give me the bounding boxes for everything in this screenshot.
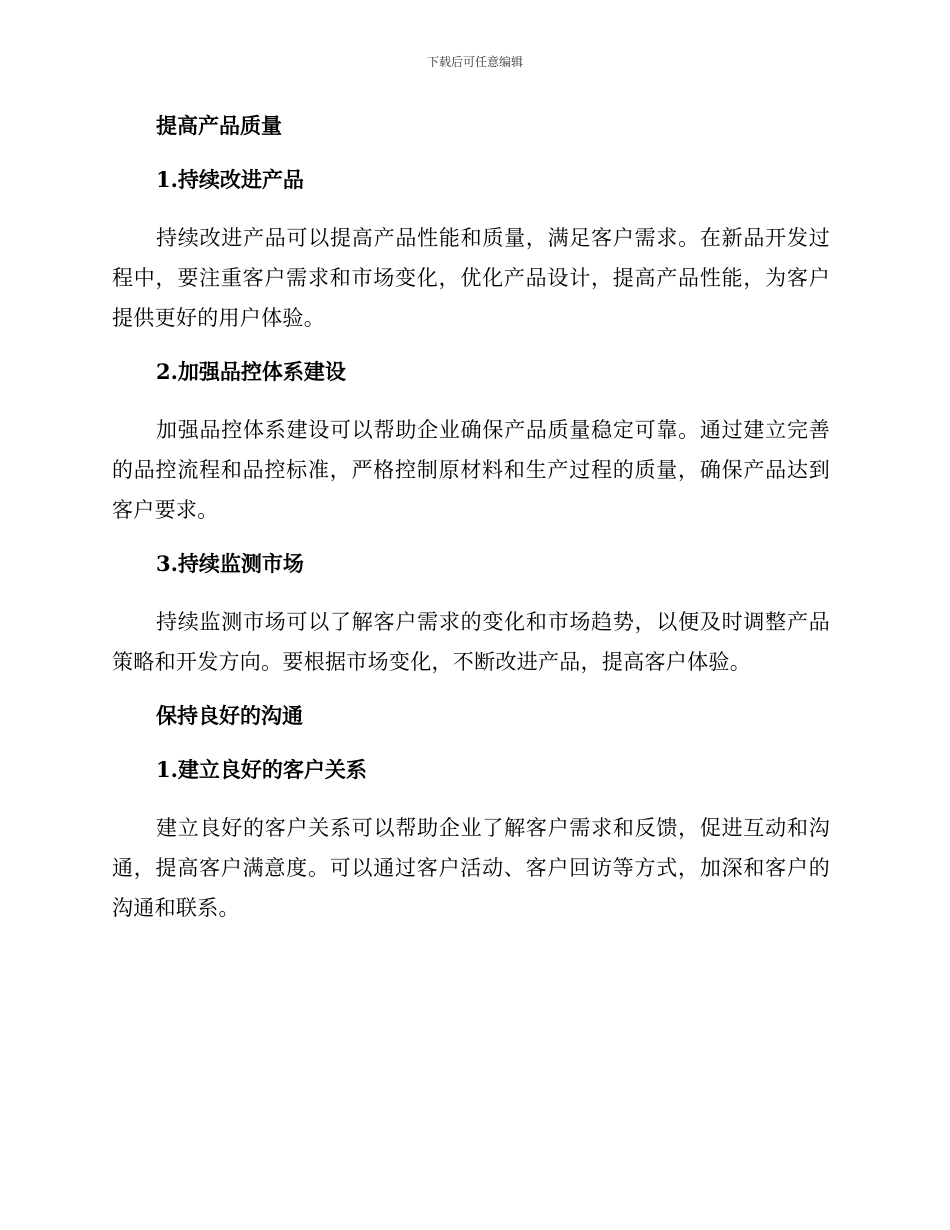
document-body: [112, 110, 830, 946]
subheading-customer-relations: 1.建立良好的客户关系: [156, 757, 367, 782]
subheading-market-monitoring: 3.持续监测市场: [156, 551, 304, 576]
section-heading-product-quality: 提高产品质量: [156, 113, 282, 138]
header-note: 下载后可任意编辑: [426, 55, 523, 69]
section-heading-communication: 保持良好的沟通: [156, 703, 303, 728]
paragraph-market-monitoring: 持续监测市场可以了解客户需求的变化和市场趋势，以便及时调整产品策略和开发方向。要根据市场变化，不断改进产品，提高客户体验。: [112, 610, 830, 674]
paragraph-quality-control: 加强品控体系建设可以帮助企业确保产品质量稳定可靠。通过建立完善的品控流程和品控标准，严格控制原材料和生产过程的质量，确保产品达到客户要求。: [112, 418, 830, 522]
paragraph-continuous-improvement: 持续改进产品可以提高产品性能和质量，满足客户需求。在新品开发过程中，要注重客户需求和市场变化，优化产品设计，提高产品性能，为客户提供更好的用户体验。: [112, 226, 830, 330]
subheading-quality-control: 2.加强品控体系建设: [156, 359, 346, 384]
paragraph-customer-relations: 建立良好的客户关系可以帮助企业了解客户需求和反馈，促进互动和沟通，提高客户满意度。可以通过客户活动、客户回访等方式，加深和客户的沟通和联系。: [112, 816, 830, 920]
subheading-continuous-improvement: 1.持续改进产品: [156, 167, 304, 192]
